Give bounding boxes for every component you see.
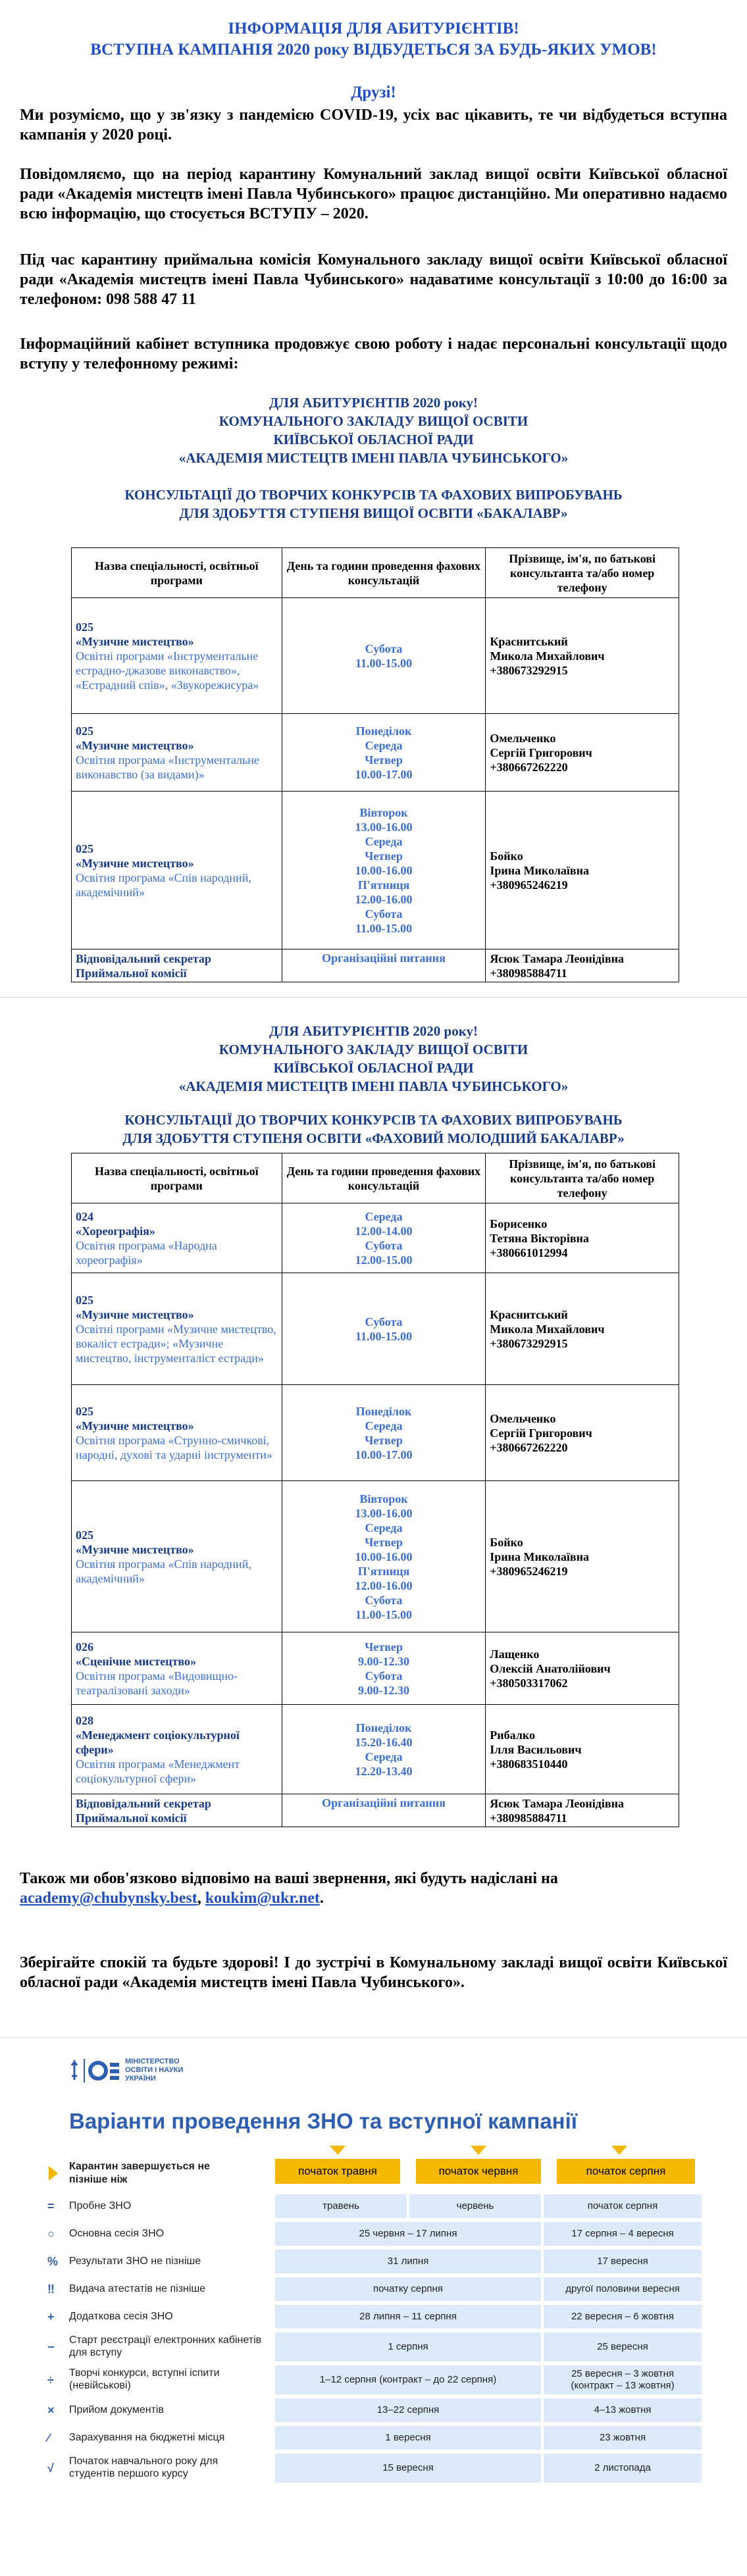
zno-date-cell: початок серпня — [544, 2194, 702, 2218]
subtitle-line: КОНСУЛЬТАЦІЇ ДО ТВОРЧИХ КОНКУРСІВ ТА ФАХОВИХ ВИПРОБУВАНЬ — [124, 487, 623, 503]
zno-date-cell: початку серпня — [275, 2277, 541, 2301]
specialty-name: «Музичне мистецтво» — [76, 856, 194, 870]
program-name: Освітня програма «Інструментальне виконавство (за видами)» — [76, 753, 259, 781]
zno-title: Варіанти проведення ЗНО та вступної кампанії — [69, 2109, 578, 2133]
program-name: Освітня програма «Спів народний, академічний» — [76, 1557, 251, 1585]
section1-table — [71, 547, 679, 982]
specialty-cell — [72, 1632, 282, 1705]
program-name: Освітня програма «Видовищно-театралізовані заходи» — [76, 1669, 238, 1697]
table-row — [72, 714, 679, 792]
program-name: Освітні програми «Інструментальне естрадно-джазове виконавство», «Естрадний спів», «Звукорежисура» — [76, 649, 259, 692]
section2-subtitle — [0, 1111, 747, 1148]
ministry-logo-icon — [69, 2056, 122, 2085]
arrow-down-icon — [611, 2146, 627, 2155]
specialty-name: «Музичне мистецтво» — [76, 738, 194, 752]
closing-paragraph: Зберігайте спокій та будьте здорові! І до зустрічі в Комунальному закладі вищої освіти Київської обласної ради «Академія мистецтв імені Павла Чубинського». — [20, 1954, 727, 1991]
secretary-topic: Організаційні питання — [282, 949, 486, 982]
table-header: Прізвище, ім'я, по батькові консультанта та/або номер телефону — [486, 548, 679, 598]
consultant-cell: Лащенко Олексій Анатолійович +380503317062 — [486, 1632, 679, 1705]
schedule-cell: Вівторок 13.00-16.00 Середа Четвер 10.00-16.00 П'ятниця 12.00-16.00 Субота 11.00-15.00 — [282, 1481, 486, 1632]
specialty-code: 025 — [76, 1293, 93, 1307]
title-line: КОМУНАЛЬНОГО ЗАКЛАДУ ВИЩОЇ ОСВІТИ — [219, 413, 528, 429]
specialty-cell — [72, 792, 282, 949]
intro-paragraph-2: Повідомляємо, що на період карантину Комунальний заклад вищої освіти Київської обласної ради «Академія мистецтв імені Павла Чубинського» працює дистанційно. Ми оперативно надаємо всю інформацію, що стосується ВСТУПУ – 2020. — [20, 166, 727, 222]
zno-date-cell: 25 вересня — [544, 2333, 702, 2361]
table-header: Прізвище, ім'я, по батькові консультанта та/або номер телефону — [486, 1153, 679, 1203]
specialty-cell — [72, 714, 282, 792]
table-header: Назва спеціальності, освітньої програми — [72, 548, 282, 598]
table-header: День та години проведення фахових консультацій — [282, 1153, 486, 1203]
pointer-icon — [47, 2165, 59, 2182]
section1-subtitle — [0, 486, 747, 522]
contact-paragraph: Також ми обов'язково відповімо на ваші звернення, які будуть надіслані на academy@chubynsky.best, koukim@ukr.net. — [20, 1870, 558, 1907]
specialty-cell — [72, 1273, 282, 1385]
schedule-cell: Четвер 9.00-12.30 Субота 9.00-12.30 — [282, 1632, 486, 1705]
consultant-cell: Рибалко Ілля Васильович +380683510440 — [486, 1705, 679, 1794]
zno-date-cell: 23 жовтня — [544, 2426, 702, 2450]
schedule-cell: Субота 11.00-15.00 — [282, 598, 486, 714]
email-link-koukim[interactable]: koukim@ukr.net — [205, 1890, 320, 1907]
specialty-name: «Музичне мистецтво» — [76, 1419, 194, 1432]
table-row — [72, 792, 679, 949]
zno-date-cell: 22 вересня – 6 жовтня — [544, 2305, 702, 2329]
zno-date-cell: 1 вересня — [275, 2426, 541, 2450]
section1-title — [0, 393, 747, 467]
plus-icon: + — [47, 2310, 55, 2323]
program-name: Освітня програма «Спів народний, академічний» — [76, 871, 251, 899]
zno-date-cell: травень — [275, 2194, 407, 2218]
zno-row-label: Пробне ЗНО — [69, 2200, 132, 2211]
section2-table — [71, 1153, 679, 1827]
heading-line1: ІНФОРМАЦІЯ ДЛЯ АБИТУРІЄНТІВ! — [228, 20, 519, 38]
specialty-code: 025 — [76, 1404, 93, 1418]
title-line: «АКАДЕМІЯ МИСТЕЦТВ ІМЕНІ ПАВЛА ЧУБИНСЬКОГО» — [178, 1078, 569, 1094]
intro-paragraph-4: Інформаційний кабінет вступника продовжує свою роботу і надає персональні консультації щодо вступу у телефонному режимі: — [20, 336, 727, 372]
zno-row-label: Видача атестатів не пізніше — [69, 2283, 206, 2294]
secretary-role: Відповідальний секретар Приймальної комісії — [72, 1794, 282, 1827]
quarantine-label: Карантин завершується не пізніше ніж — [69, 2161, 210, 2185]
title-line: КИЇВСЬКОЇ ОБЛАСНОЇ РАДИ — [273, 1060, 474, 1076]
consultant-cell: Краснитський Микола Михайлович +380673292915 — [486, 598, 679, 714]
zno-infographic — [0, 2036, 747, 2576]
schedule-cell: Понеділок Середа Четвер 10.00-17.00 — [282, 1385, 486, 1481]
specialty-code: 026 — [76, 1640, 93, 1654]
circle-icon: ○ — [47, 2227, 55, 2240]
zno-row-label: Основна сесія ЗНО — [69, 2228, 165, 2239]
consultant-cell: Омельченко Сергій Григорович +380667262220 — [486, 1385, 679, 1481]
specialty-cell — [72, 598, 282, 714]
column-header: початок травня — [275, 2159, 400, 2184]
zno-date-cell: 13–22 серпня — [275, 2398, 541, 2422]
specialty-code: 025 — [76, 620, 93, 634]
schedule-cell: Понеділок Середа Четвер 10.00-17.00 — [282, 714, 486, 792]
exclamation-icon: ‼ — [47, 2283, 55, 2296]
consultant-cell: Омельченко Сергій Григорович +380667262220 — [486, 714, 679, 792]
subtitle-line: ДЛЯ ЗДОБУТТЯ СТУПЕНЯ ВИЩОЇ ОСВІТИ «БАКАЛАВР» — [179, 505, 568, 521]
specialty-name: «Сценічне мистецтво» — [76, 1654, 197, 1668]
zno-date-cell: 2 листопада — [544, 2454, 702, 2483]
subtitle-line: КОНСУЛЬТАЦІЇ ДО ТВОРЧИХ КОНКУРСІВ ТА ФАХОВИХ ВИПРОБУВАНЬ — [124, 1112, 623, 1128]
title-line: КИЇВСЬКОЇ ОБЛАСНОЇ РАДИ — [273, 432, 474, 447]
specialty-cell — [72, 1705, 282, 1794]
title-line: ДЛЯ АБИТУРІЄНТІВ 2020 року! — [269, 395, 478, 411]
consultant-cell: Бойко Ірина Миколаївна +380965246219 — [486, 792, 679, 949]
slash-icon: ∕ — [47, 2431, 50, 2444]
schedule-cell: Середа 12.00-14.00 Субота 12.00-15.00 — [282, 1203, 486, 1273]
table-row — [72, 1203, 679, 1273]
program-name: Освітня програма «Народна хореографія» — [76, 1238, 217, 1267]
table-row — [72, 1705, 679, 1794]
email-link-academy[interactable]: academy@chubynsky.best — [20, 1890, 197, 1907]
zno-date-cell: другої половини вересня — [544, 2277, 702, 2301]
table-row — [72, 1481, 679, 1632]
table-header: День та години проведення фахових консультацій — [282, 548, 486, 598]
zno-row-label: Результати ЗНО не пізніше — [69, 2256, 201, 2267]
minus-icon: − — [47, 2340, 55, 2354]
divider — [0, 997, 747, 998]
zno-date-cell: 25 червня – 17 липня — [275, 2222, 541, 2246]
specialty-cell — [72, 1203, 282, 1273]
consultant-cell: Борисенко Тетяна Вікторівна +380661012994 — [486, 1203, 679, 1273]
section2-title — [0, 1022, 747, 1096]
table-row — [72, 598, 679, 714]
zno-date-cell: 1–12 серпня (контракт – до 22 серпня) — [275, 2365, 541, 2394]
zno-date-cell: червень — [409, 2194, 541, 2218]
specialty-code: 025 — [76, 842, 93, 855]
subtitle-line: ДЛЯ ЗДОБУТТЯ СТУПЕНЯ ОСВІТИ «ФАХОВИЙ МОЛОДШИЙ БАКАЛАВР» — [122, 1130, 625, 1146]
specialty-cell — [72, 1385, 282, 1481]
zno-date-cell: 4–13 жовтня — [544, 2398, 702, 2422]
program-name: Освітня програма «Струнно-смичкові, народні, духові та ударні інструменти» — [76, 1433, 272, 1461]
zno-row-label: Прийом документів — [69, 2404, 164, 2415]
zno-date-cell: 17 серпня – 4 вересня — [544, 2222, 702, 2246]
times-icon: × — [47, 2404, 55, 2417]
specialty-code: 028 — [76, 1713, 93, 1727]
arrow-down-icon — [330, 2146, 346, 2155]
specialty-code: 024 — [76, 1209, 93, 1223]
consultant-cell: Бойко Ірина Миколаївна +380965246219 — [486, 1481, 679, 1632]
contact-text: Також ми обов'язково відповімо на ваші звернення, які будуть надіслані на — [20, 1870, 558, 1887]
program-name: Освітні програми «Музичне мистецтво, вокаліст естради»; «Музичне мистецтво, інструменталіст естради» — [76, 1322, 276, 1365]
title-line: ДЛЯ АБИТУРІЄНТІВ 2020 року! — [269, 1023, 478, 1039]
specialty-name: «Менеджмент соціокультурної сфери» — [76, 1728, 240, 1756]
schedule-cell: Субота 11.00-15.00 — [282, 1273, 486, 1385]
sqrt-icon: √ — [47, 2462, 54, 2475]
program-name: Освітня програма «Менеджмент соціокультурної сфери» — [76, 1757, 240, 1785]
zno-date-cell: 31 липня — [275, 2250, 541, 2273]
zno-date-cell: 28 липня – 11 серпня — [275, 2305, 541, 2329]
zno-date-cell: 15 вересня — [275, 2454, 541, 2483]
heading-line2: ВСТУПНА КАМПАНІЯ 2020 року ВІДБУДЕТЬСЯ ЗА БУДЬ-ЯКИХ УМОВ! — [90, 41, 657, 59]
divider — [0, 2036, 747, 2038]
zno-row-label: Зарахування на бюджетні місця — [69, 2432, 225, 2443]
intro-paragraph-3: Під час карантину приймальна комісія Комунального закладу вищої освіти Київської обласної ради «Академія мистецтв імені Павла Чубинського» надаватиме консультації з 10:00 до 16:00 за телефоном: 098 588 47 11 — [20, 251, 727, 308]
zno-row-label: Творчі конкурси, вступні іспити (невійськові) — [69, 2367, 220, 2391]
zno-date-cell: 1 серпня — [275, 2333, 541, 2361]
column-header: початок серпня — [557, 2159, 695, 2184]
zno-date-cell: 17 вересня — [544, 2250, 702, 2273]
specialty-name: «Музичне мистецтво» — [76, 1307, 194, 1321]
zno-row-label: Початок навчального року для студентів першого курсу — [69, 2456, 219, 2479]
column-header: початок червня — [416, 2159, 541, 2184]
percent-icon: % — [47, 2255, 59, 2268]
secretary-contact: Ясюк Тамара Леонідівна +380985884711 — [486, 1794, 679, 1827]
table-header: Назва спеціальності, освітньої програми — [72, 1153, 282, 1203]
ministry-logo-text: МІНІСТЕРСТВО ОСВІТИ І НАУКИ УКРАЇНИ — [125, 2058, 184, 2083]
specialty-code: 025 — [76, 724, 93, 738]
title-line: КОМУНАЛЬНОГО ЗАКЛАДУ ВИЩОЇ ОСВІТИ — [219, 1042, 528, 1057]
schedule-cell: Вівторок 13.00-16.00 Середа Четвер 10.00-16.00 П'ятниця 12.00-16.00 Субота 11.00-15.00 — [282, 792, 486, 949]
intro-paragraph-1: Ми розуміємо, що у зв'язку з пандемією COVID-19, усіх вас цікавить, те чи відбудеться вступна кампанія у 2020 році. — [20, 107, 727, 143]
specialty-code: 025 — [76, 1528, 93, 1542]
zno-row-label: Старт реєстрації електронних кабінетів для вступу — [69, 2335, 262, 2358]
title-line: «АКАДЕМІЯ МИСТЕЦТВ ІМЕНІ ПАВЛА ЧУБИНСЬКОГО» — [178, 450, 569, 466]
greeting: Друзі! — [351, 84, 396, 101]
secretary-role: Відповідальний секретар Приймальної комісії — [72, 949, 282, 982]
specialty-name: «Музичне мистецтво» — [76, 634, 194, 648]
consultant-cell: Краснитський Микола Михайлович +380673292915 — [486, 1273, 679, 1385]
table-row — [72, 1385, 679, 1481]
table-row — [72, 1632, 679, 1705]
zno-date-cell: 25 вересня – 3 жовтня (контракт – 13 жовтня) — [544, 2365, 702, 2394]
secretary-contact: Ясюк Тамара Леонідівна +380985884711 — [486, 949, 679, 982]
table-row-secretary — [72, 1794, 679, 1827]
zno-row-label: Додаткова сесія ЗНО — [69, 2311, 173, 2322]
table-row — [72, 1273, 679, 1385]
specialty-name: «Хореографія» — [76, 1224, 155, 1238]
table-row-secretary — [72, 949, 679, 982]
arrow-down-icon — [471, 2146, 486, 2155]
divide-icon: ÷ — [47, 2373, 54, 2387]
specialty-name: «Музичне мистецтво» — [76, 1542, 194, 1556]
schedule-cell: Понеділок 15.20-16.40 Середа 12.20-13.40 — [282, 1705, 486, 1794]
specialty-cell — [72, 1481, 282, 1632]
secretary-topic: Організаційні питання — [282, 1794, 486, 1827]
equals-icon: = — [47, 2200, 55, 2213]
